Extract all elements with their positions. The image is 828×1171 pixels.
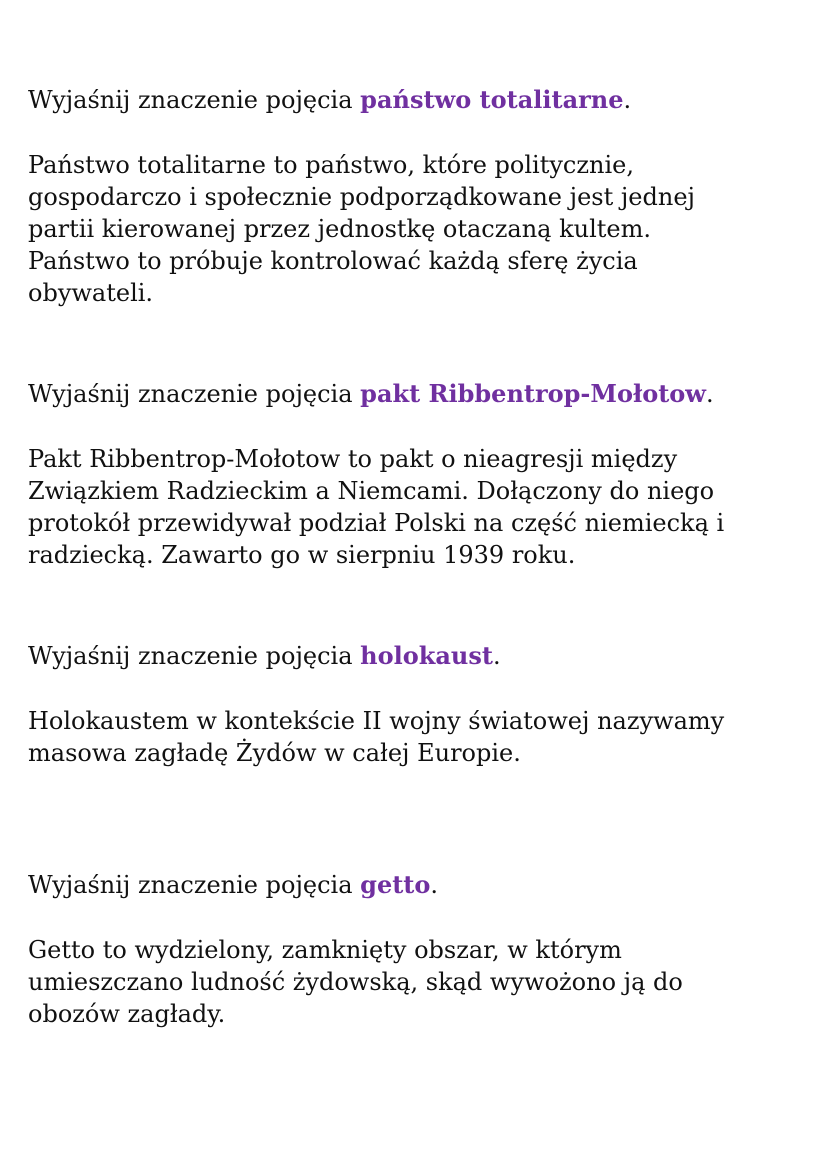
term-highlight: getto <box>360 870 431 899</box>
answer-pakt-ribbentrop-molotow: Pakt Ribbentrop-Mołotow to pakt o nieagresji między Związkiem Radzieckim a Niemcami. Dołączony do niego protokół przewidywał podział Polski na część niemiecką i radziecką. Zawarto go w sierpniu 1939 roku. <box>28 445 725 569</box>
question-prompt: Wyjaśnij znaczenie pojęcia <box>28 871 361 899</box>
question-period: . <box>492 642 501 670</box>
term-highlight: pakt Ribbentrop-Mołotow <box>360 379 706 408</box>
question-period: . <box>430 871 439 899</box>
answer-pañstwo-totalitarne: Państwo totalitarne to państwo, które politycznie, gospodarczo i społecznie podporządkowane jest jednej partii kierowanej przez jednostkę otaczaną kultem. Państwo to próbuje kontrolować każdą sferę życia obywateli. <box>28 151 695 307</box>
question-prompt: Wyjaśnij znaczenie pojęcia <box>28 380 361 408</box>
term-highlight: państwo totalitarne <box>360 85 624 114</box>
question-holokaust <box>28 640 808 672</box>
term-highlight: holokaust <box>360 641 493 670</box>
answer-holokaust: Holokaustem w kontekście II wojny światowej nazywamy masowa zagładę Żydów w całej Europie. <box>28 707 725 767</box>
question-pañstwo-totalitarne <box>28 84 808 116</box>
question-period: . <box>623 86 632 114</box>
question-pakt-ribbentrop-molotow <box>28 378 808 410</box>
question-prompt: Wyjaśnij znaczenie pojęcia <box>28 642 361 670</box>
question-getto <box>28 869 808 901</box>
answer-getto: Getto to wydzielony, zamknięty obszar, w którym umieszczano ludność żydowską, skąd wywożono ją do obozów zagłady. <box>28 936 683 1028</box>
question-prompt: Wyjaśnij znaczenie pojęcia <box>28 86 361 114</box>
question-period: . <box>705 380 714 408</box>
